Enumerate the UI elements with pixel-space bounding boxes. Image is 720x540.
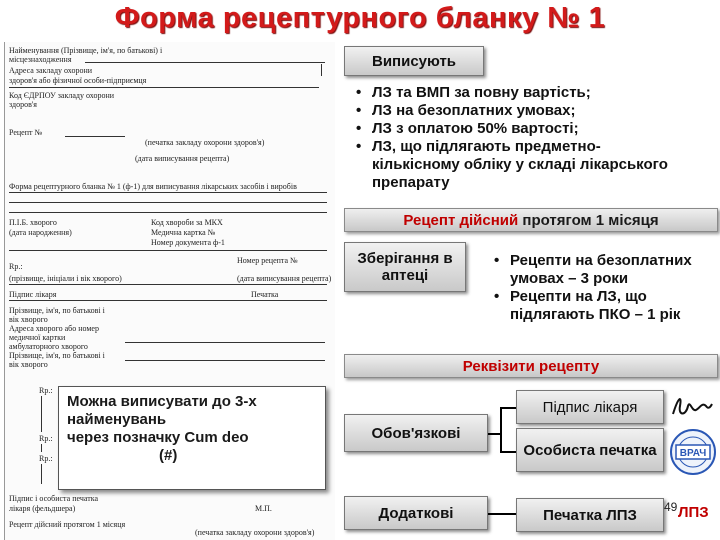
list-item: • Рецепти на ЛЗ, що підлягають ПКО – 1 рік — [494, 288, 716, 324]
signature-scribble-icon — [670, 392, 714, 420]
storage-list — [494, 252, 716, 324]
form-text: лікаря (фельдшера) — [9, 504, 76, 513]
form-text: амбулаторного хворого — [9, 342, 88, 351]
lpz-seal-label: Печатка ЛПЗ — [516, 498, 664, 532]
form-text: Медична картка № — [151, 228, 216, 237]
form-text: вік хворого — [9, 360, 48, 369]
connector-line — [500, 451, 516, 453]
lpz-label: ЛПЗ — [678, 504, 709, 521]
form-text: здоров'я або фізичної особи-підприємця — [9, 76, 147, 85]
additional-label: Додаткові — [344, 496, 488, 530]
stamp-text: ВРАЧ — [679, 448, 707, 459]
page-title: Форма рецептурного бланку № 1 — [114, 2, 606, 34]
note-line: найменувань — [67, 411, 167, 428]
list-item: • ЛЗ на безоплатних умовах; — [356, 102, 676, 120]
mandatory-label: Обов'язкові — [344, 414, 488, 452]
form-text: Прізвище, ім'я, по батькові і — [9, 306, 105, 315]
form-text: Підпис і особиста печатка — [9, 494, 99, 503]
list-item: • ЛЗ з оплатою 50% вартості; — [356, 120, 676, 138]
form-text: Адреса закладу охорони — [9, 66, 93, 75]
connector-line — [488, 513, 516, 515]
note-box — [58, 386, 326, 490]
form-text: Адреса хворого або номер — [9, 324, 99, 333]
requisites-banner: Реквізити рецепту — [344, 354, 718, 378]
form-text: (печатка закладу охорони здоров'я) — [195, 528, 315, 537]
connector-line — [500, 407, 502, 453]
form-text: Найменування (Прізвище, ім'я, по батькові) і — [9, 46, 163, 55]
form-text: вік хворого — [9, 315, 48, 324]
form-text: Rp.: — [39, 454, 53, 463]
validity-banner — [344, 208, 718, 232]
form-text: місцезнаходження — [9, 55, 72, 64]
list-item: • Рецепти на безоплатних умовах – 3 роки — [494, 252, 716, 288]
form-text: Номер документа ф-1 — [151, 238, 225, 247]
form-text: (печатка закладу охорони здоров'я) — [145, 138, 265, 147]
doctor-stamp-icon — [669, 428, 717, 476]
form-text: Rp.: — [39, 434, 53, 443]
form-text: Форма рецептурного бланка № 1 (ф-1) для виписування лікарських засобів і виробів — [9, 182, 297, 191]
note-line: (#) — [159, 447, 178, 464]
validity-suffix: протягом 1 місяця — [522, 211, 659, 229]
form-text: (дата народження) — [9, 228, 72, 237]
personal-seal-label: Особиста печатка — [516, 428, 664, 472]
form-text: Rp.: — [39, 386, 53, 395]
form-text: Код ЄДРПОУ закладу охорони — [9, 91, 115, 100]
connector-line — [500, 407, 516, 409]
form-text: М.П. — [255, 504, 272, 513]
form-text: Рецепт № — [9, 128, 43, 137]
form-text: (дата виписування рецепта) — [135, 154, 230, 163]
form-text: (дата виписування рецепта) — [237, 274, 332, 283]
list-item: • ЛЗ та ВМП за повну вартість; — [356, 84, 676, 102]
storage-label: Зберігання в аптеці — [344, 242, 466, 292]
form-text: П.І.Б. хворого — [9, 218, 57, 227]
form-text: Код хвороби за МКХ — [151, 218, 223, 227]
form-text: Прізвище, ім'я, по батькові і — [9, 351, 105, 360]
form-text: Підпис лікаря — [9, 290, 57, 299]
page-number: 49 — [664, 500, 678, 514]
note-line: через позначку Cum deo — [67, 429, 249, 446]
form-text: медичної картки — [9, 333, 66, 342]
note-line: Можна виписувати до 3-х — [67, 393, 257, 410]
form-text: здоров'я — [9, 100, 37, 109]
form-text: Номер рецепта № — [237, 256, 298, 265]
signature-label: Підпис лікаря — [516, 390, 664, 424]
list-item: • ЛЗ, що підлягають предметно-кількісному обліку у складі лікарського препарату — [356, 138, 676, 192]
validity-prefix: Рецепт дійсний — [403, 211, 519, 229]
form-text: Печатка — [251, 290, 279, 299]
form-text: Rp.: — [9, 262, 23, 271]
issued-for-list — [356, 84, 676, 192]
issued-for-label: Виписують — [344, 46, 484, 76]
form-text: Рецепт дійсний протягом 1 місяця — [9, 520, 126, 529]
form-text: (прізвище, ініціали і вік хворого) — [9, 274, 122, 283]
